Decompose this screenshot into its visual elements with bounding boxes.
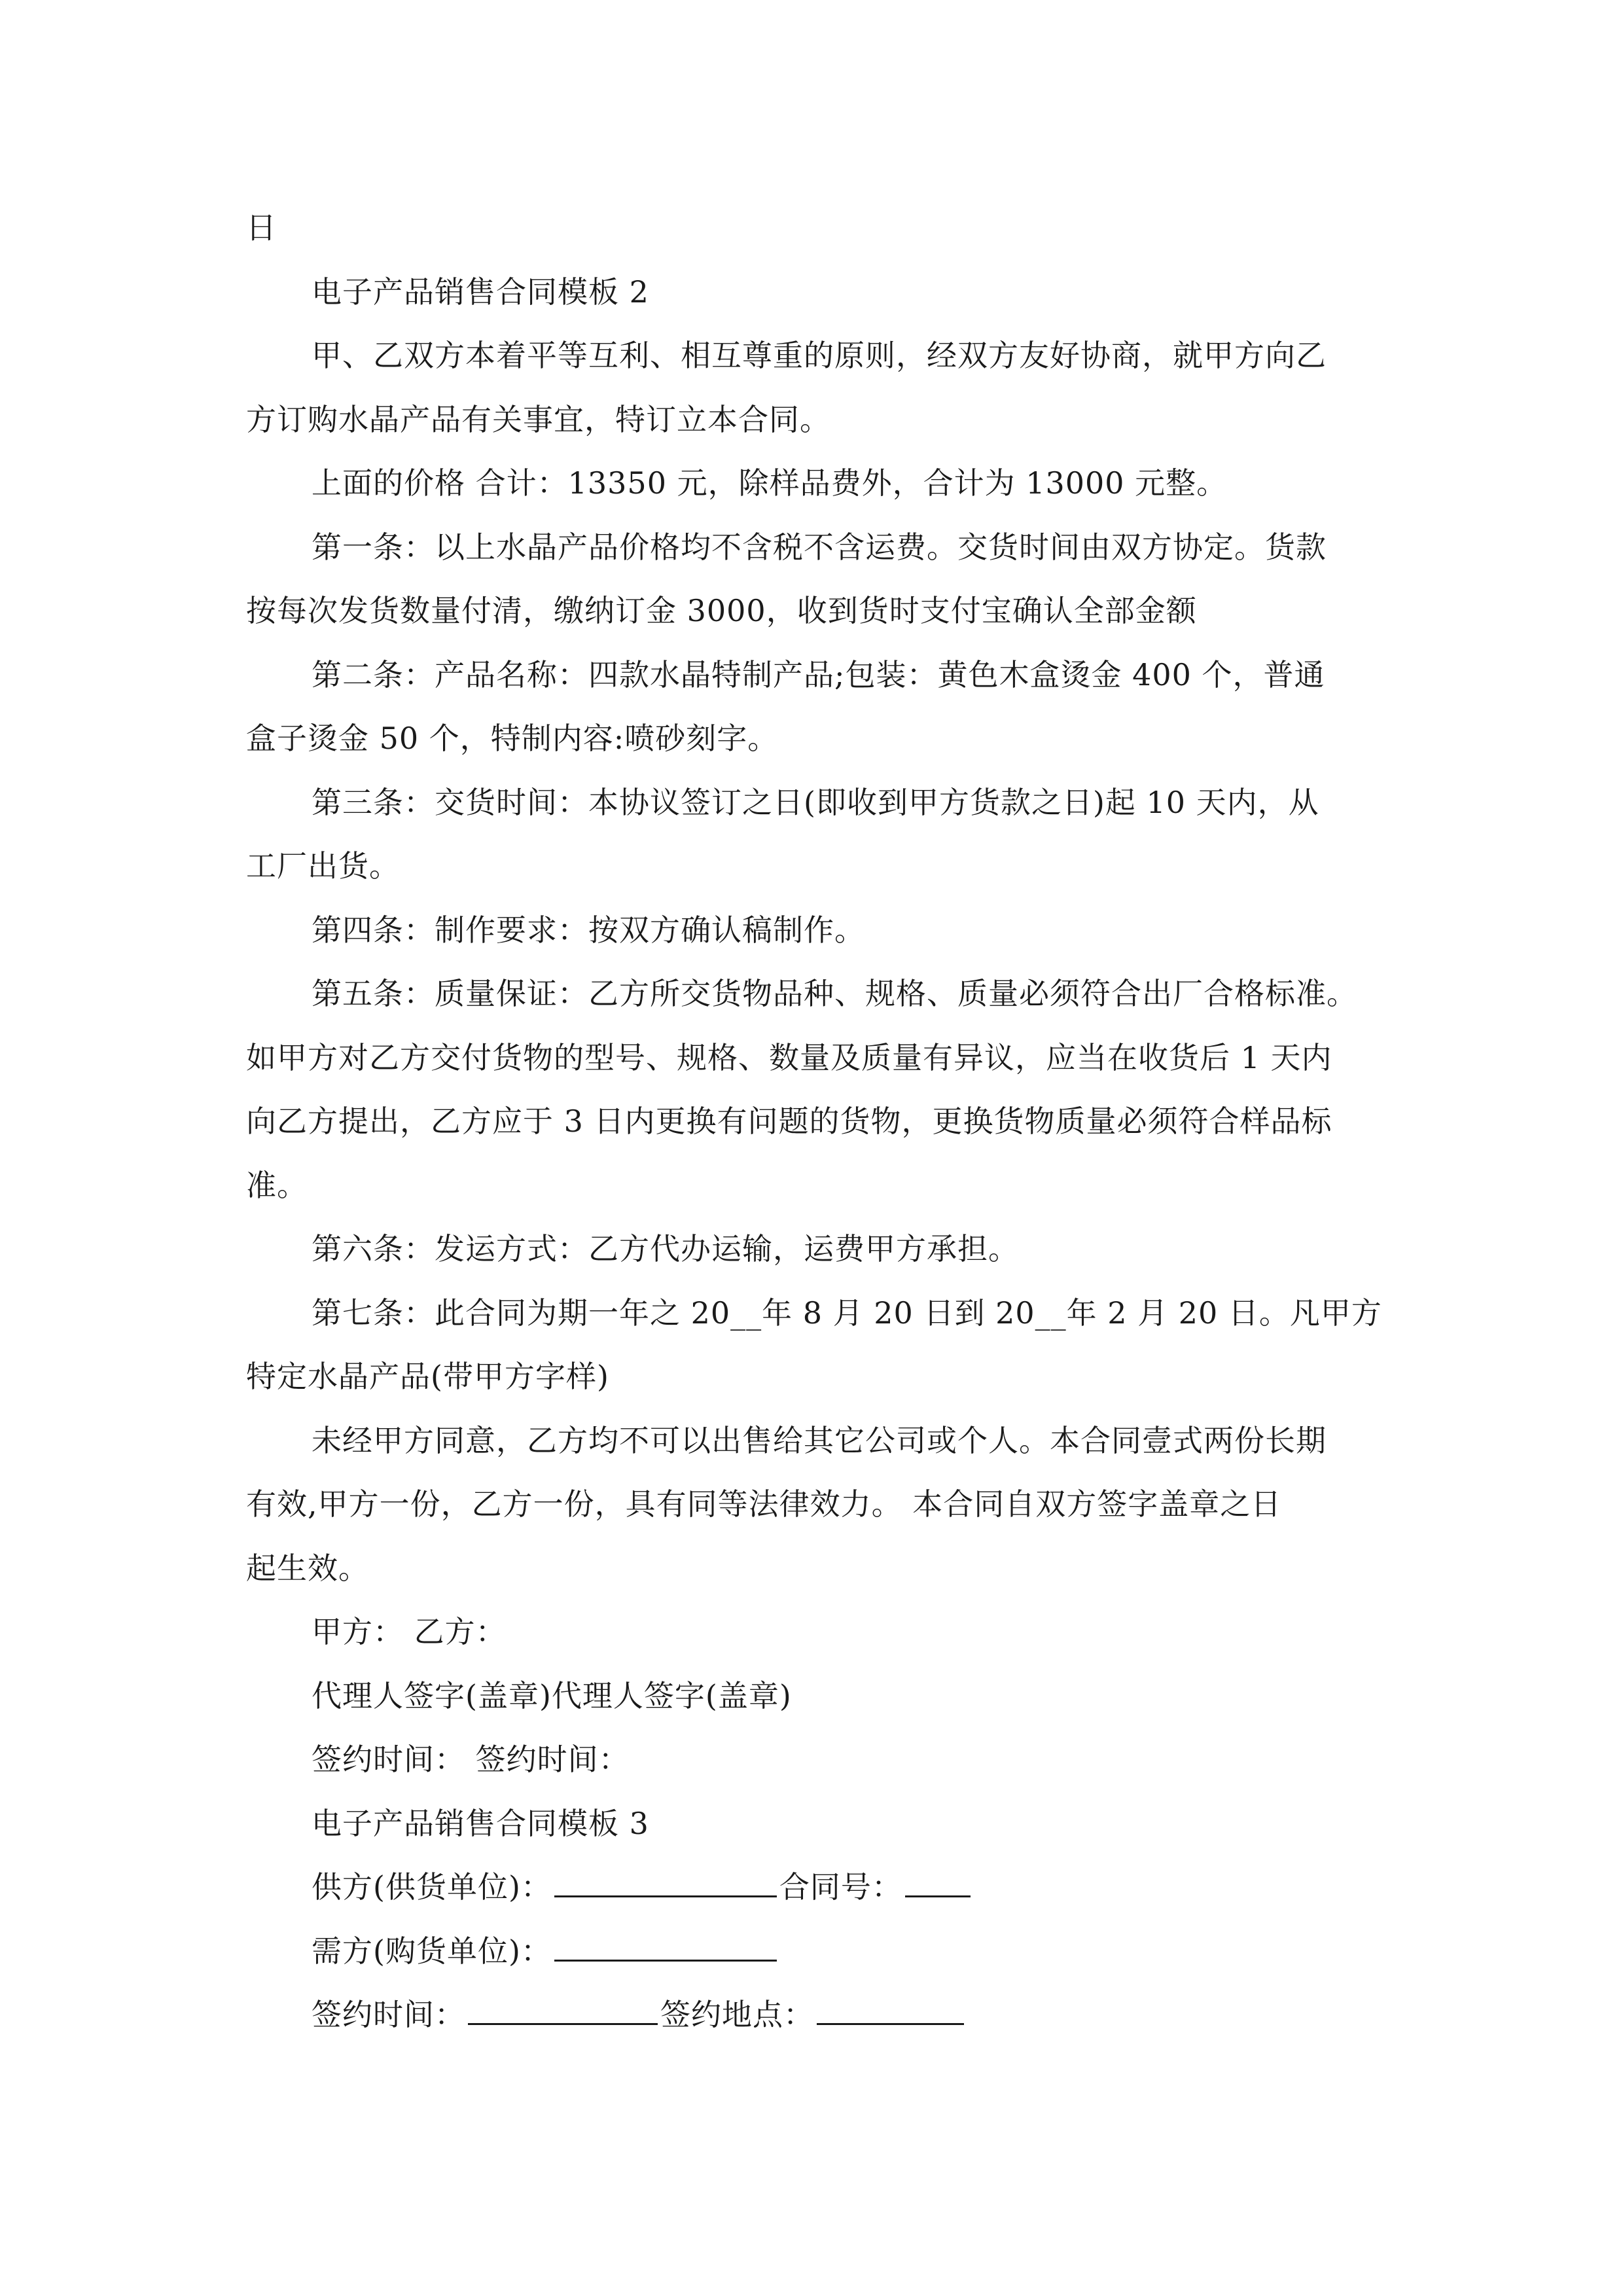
document-page [246,196,1382,2047]
paragraph-line: 第六条：发运方式：乙方代办运输，运费甲方承担。 [312,1231,1019,1266]
paragraph-line: 特定水晶产品(带甲方字样) [246,1359,609,1394]
supplier-row [246,1856,1378,1920]
paragraph-line: 第三条：交货时间：本协议签订之日(即收到甲方货款之日)起 10 天内，从 [312,784,1319,820]
paragraph-line: 起生效。 [246,1550,369,1586]
signature-dates: 签约时间： 签约时间： [312,1742,630,1777]
buyer-blank [554,1927,777,1962]
buyer-label: 需方(购货单位)： [312,1933,552,1969]
sign-time-label: 签约时间： [312,1997,465,2032]
supplier-blank [554,1863,777,1897]
paragraph-line: 第二条：产品名称：四款水晶特制产品;包装：黄色木盒烫金 400 个，普通 [312,656,1325,692]
sign-row [246,1983,1378,2047]
paragraph-line: 如甲方对乙方交付货物的型号、规格、数量及质量有异议，应当在收货后 1 天内 [246,1039,1332,1075]
contract-no-label: 合同号： [779,1869,902,1905]
paragraph-line: 未经甲方同意，乙方均不可以出售给其它公司或个人。本合同壹式两份长期 [312,1422,1327,1458]
paragraph-line: 工厂出货。 [246,848,400,884]
contract-no-blank [905,1863,971,1897]
paragraph-line: 向乙方提出，乙方应于 3 日内更换有问题的货物，更换货物质量必须符合样品标 [246,1103,1332,1139]
section-title: 电子产品销售合同模板 2 [312,274,649,310]
paragraph-line: 甲、乙双方本着平等互利、相互尊重的原则，经双方友好协商，就甲方向乙 [312,338,1327,373]
paragraph-line: 准。 [246,1167,308,1203]
paragraph-line: 第七条：此合同为期一年之 20__年 8 月 20 日到 20__年 2 月 20 日。凡甲方 [312,1295,1382,1331]
paragraph-line: 第一条：以上水晶产品价格均不含税不含运费。交货时间由双方协定。货款 [312,529,1327,565]
section-title: 电子产品销售合同模板 3 [312,1805,649,1841]
buyer-row [246,1920,1378,1984]
paragraph-line: 按每次发货数量付清，缴纳订金 3000，收到货时支付宝确认全部金额 [246,593,1197,628]
sign-time-blank [468,1990,658,2025]
paragraph-line: 方订购水晶产品有关事宜，特订立本合同。 [246,401,830,437]
paragraph-line: 盒子烫金 50 个，特制内容:喷砂刻字。 [246,721,779,756]
signature-agents: 代理人签字(盖章)代理人签字(盖章) [312,1677,792,1713]
paragraph-line: 第四条：制作要求：按双方确认稿制作。 [312,912,865,948]
paragraph-line: 上面的价格 合计：13350 元，除样品费外，合计为 13000 元整。 [312,465,1228,501]
paragraph-line: 有效,甲方一份，乙方一份，具有同等法律效力。 本合同自双方签字盖章之日 [246,1486,1282,1522]
supplier-label: 供方(供货单位)： [312,1869,552,1905]
text-line: 日 [246,210,277,245]
sign-place-blank [817,1990,964,2025]
paragraph-line: 第五条：质量保证：乙方所交货物品种、规格、质量必须符合出厂合格标准。 [312,976,1357,1011]
signature-parties: 甲方： 乙方： [312,1614,507,1649]
sign-place-label: 签约地点： [660,1997,814,2032]
